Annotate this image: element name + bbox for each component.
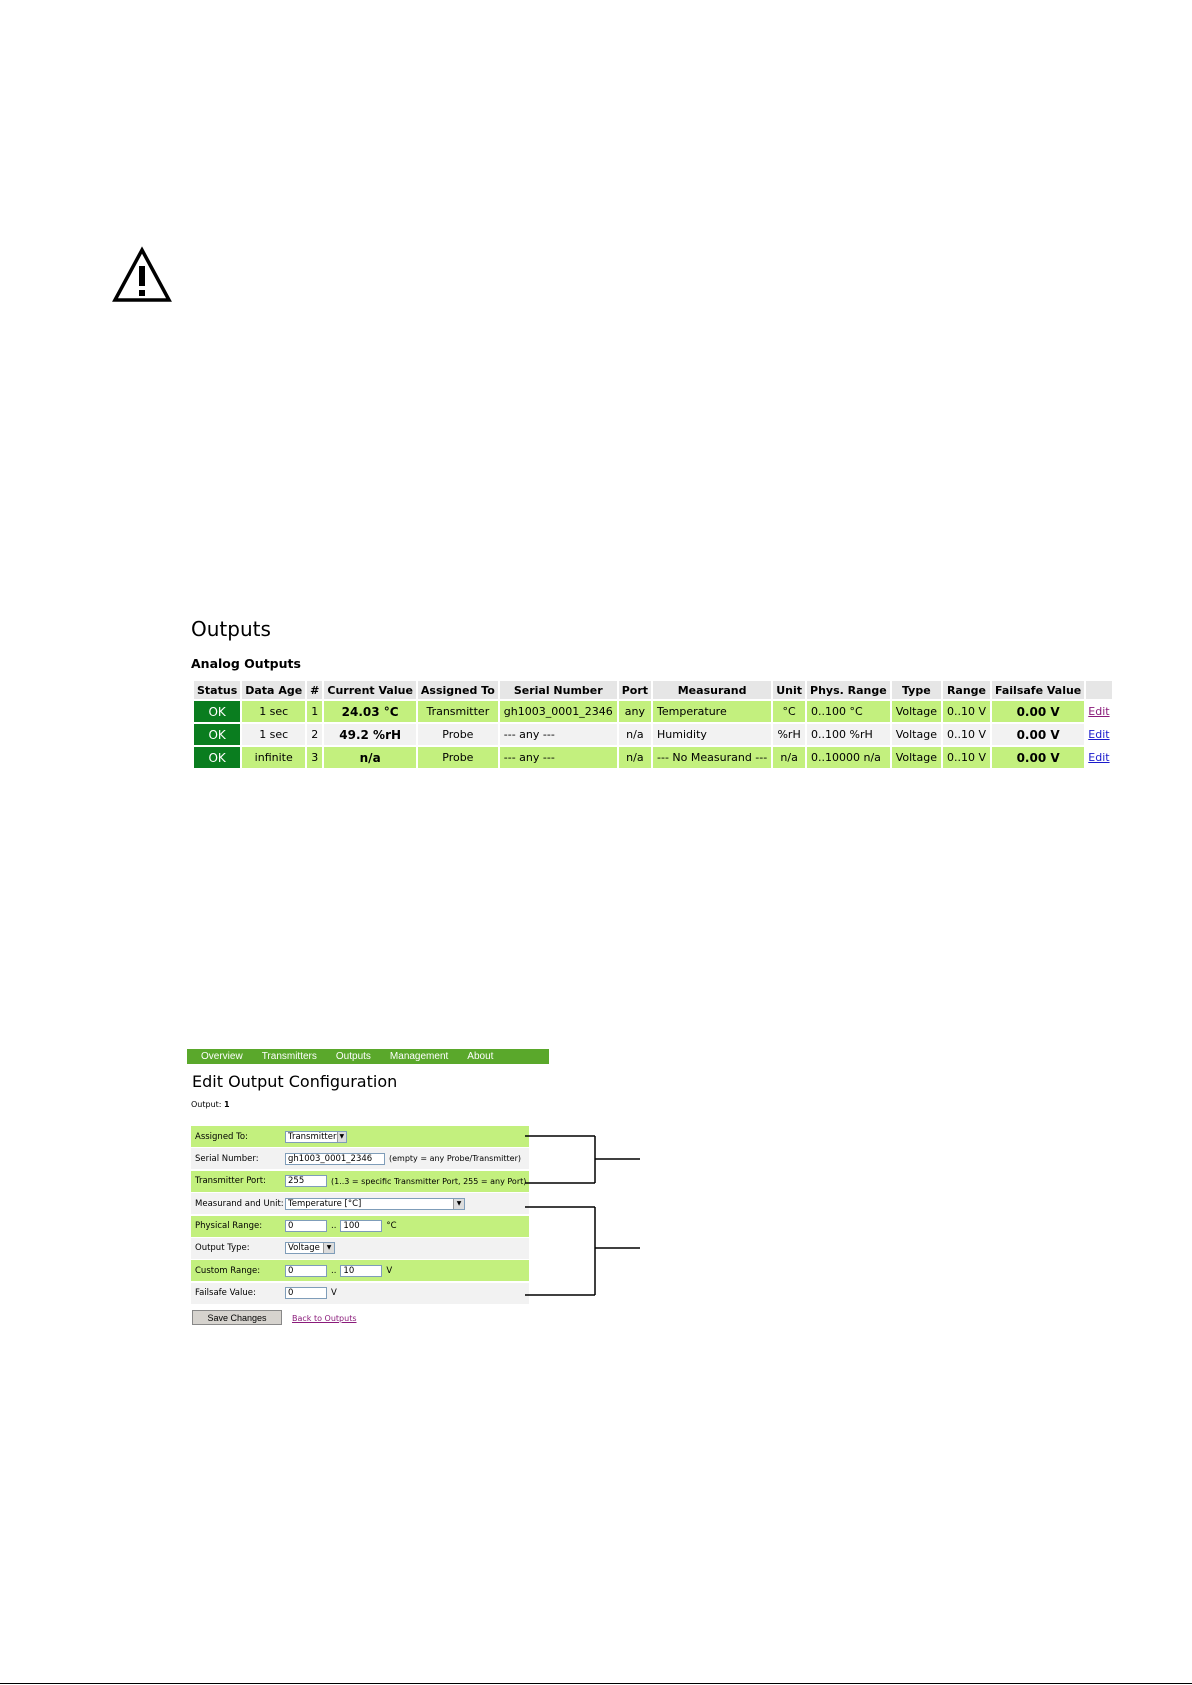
failsafe-value: 0.00 V — [992, 701, 1084, 722]
nav-outputs[interactable]: Outputs — [335, 1051, 371, 1062]
phys-range: 0..10000 n/a — [807, 747, 890, 768]
page-bottom-rule — [0, 1683, 1192, 1684]
row-failsafe-value — [191, 1283, 529, 1304]
edit-link-2[interactable]: Edit — [1088, 728, 1110, 741]
measurand-unit-value: Temperature [°C] — [288, 1198, 362, 1209]
col-number: # — [307, 681, 322, 699]
edit-link-3[interactable]: Edit — [1088, 751, 1110, 764]
row-output-type — [191, 1238, 529, 1259]
custom-range-to-input[interactable]: 10 — [340, 1265, 382, 1277]
phys-range: 0..100 %rH — [807, 724, 890, 745]
edit-cell — [1086, 701, 1111, 722]
page-title: Outputs — [191, 617, 271, 641]
table-row — [194, 747, 1112, 768]
col-type: Type — [892, 681, 941, 699]
table-row — [194, 701, 1112, 722]
serial-number: gh1003_0001_2346 — [500, 701, 617, 722]
measurand-unit-label: Measurand and Unit: — [195, 1198, 284, 1209]
range: 0..10 V — [943, 724, 990, 745]
data-age: infinite — [242, 747, 305, 768]
failsafe-value-label: Failsafe Value: — [195, 1288, 256, 1299]
current-value: n/a — [324, 747, 416, 768]
col-unit: Unit — [773, 681, 805, 699]
row-measurand-unit — [191, 1193, 529, 1214]
analog-outputs-table — [192, 679, 1114, 770]
measurand: Temperature — [653, 701, 771, 722]
physical-range-sep: .. — [331, 1221, 337, 1232]
custom-range-label: Custom Range: — [195, 1265, 261, 1276]
col-data-age: Data Age — [242, 681, 305, 699]
edit-page-title: Edit Output Configuration — [192, 1072, 398, 1091]
assigned-to: Probe — [418, 747, 498, 768]
serial-number-hint: (empty = any Probe/Transmitter) — [389, 1154, 521, 1164]
col-measurand: Measurand — [653, 681, 771, 699]
col-current-value: Current Value — [324, 681, 416, 699]
output-number-value: 1 — [224, 1100, 230, 1109]
output-label: Output: — [191, 1100, 222, 1109]
serial-number-input[interactable]: gh1003_0001_2346 — [285, 1153, 385, 1165]
failsafe-value: 0.00 V — [992, 724, 1084, 745]
custom-range-from-input[interactable]: 0 — [285, 1265, 327, 1277]
chevron-down-icon: ▼ — [323, 1243, 334, 1253]
table-row — [194, 724, 1112, 745]
data-age: 1 sec — [242, 724, 305, 745]
output-type-value: Voltage — [288, 1243, 320, 1254]
serial-number: --- any --- — [500, 724, 617, 745]
output-type: Voltage — [892, 747, 941, 768]
failsafe-value-input[interactable]: 0 — [285, 1287, 327, 1299]
assigned-to-label: Assigned To: — [195, 1131, 248, 1142]
chevron-down-icon: ▼ — [337, 1132, 347, 1142]
unit: %rH — [773, 724, 805, 745]
physical-range-from-input[interactable]: 0 — [285, 1220, 327, 1232]
callout-brackets — [520, 1125, 650, 1300]
row-custom-range — [191, 1260, 529, 1281]
failsafe-value: 0.00 V — [992, 747, 1084, 768]
edit-cell — [1086, 724, 1111, 745]
assigned-to-value: Transmitter — [288, 1131, 337, 1142]
phys-range: 0..100 °C — [807, 701, 890, 722]
output-type-select[interactable] — [285, 1242, 335, 1254]
assigned-to: Probe — [418, 724, 498, 745]
assigned-to: Transmitter — [418, 701, 498, 722]
physical-range-to-input[interactable]: 100 — [340, 1220, 382, 1232]
nav-overview[interactable]: Overview — [201, 1051, 243, 1062]
output-type-label: Output Type: — [195, 1243, 250, 1254]
port: n/a — [619, 747, 651, 768]
section-title: Analog Outputs — [191, 656, 301, 671]
status-badge: OK — [194, 724, 240, 745]
output-number: 3 — [307, 747, 322, 768]
transmitter-port-input[interactable]: 255 — [285, 1175, 327, 1187]
transmitter-port-label: Transmitter Port: — [195, 1176, 266, 1187]
physical-range-unit: °C — [386, 1221, 397, 1232]
edit-output-form — [191, 1126, 529, 1305]
table-header-row — [194, 681, 1112, 699]
port: any — [619, 701, 651, 722]
nav-bar — [187, 1049, 549, 1064]
col-range: Range — [943, 681, 990, 699]
failsafe-value-unit: V — [331, 1288, 337, 1299]
nav-management[interactable]: Management — [389, 1051, 449, 1062]
port: n/a — [619, 724, 651, 745]
edit-cell — [1086, 747, 1111, 768]
physical-range-label: Physical Range: — [195, 1221, 263, 1232]
range: 0..10 V — [943, 701, 990, 722]
row-serial-number — [191, 1148, 529, 1169]
serial-number-label: Serial Number: — [195, 1153, 259, 1164]
nav-about[interactable]: About — [467, 1051, 494, 1062]
assigned-to-select[interactable] — [285, 1131, 347, 1143]
unit: °C — [773, 701, 805, 722]
row-physical-range — [191, 1216, 529, 1237]
col-status: Status — [194, 681, 240, 699]
col-phys-range: Phys. Range — [807, 681, 890, 699]
col-failsafe-value: Failsafe Value — [992, 681, 1084, 699]
output-number: 1 — [307, 701, 322, 722]
measurand-unit-select[interactable] — [285, 1198, 465, 1210]
transmitter-port-hint: (1..3 = specific Transmitter Port, 255 = any Port) — [331, 1176, 527, 1186]
nav-transmitters[interactable]: Transmitters — [261, 1051, 317, 1062]
back-to-outputs-link[interactable]: Back to Outputs — [292, 1314, 357, 1323]
data-age: 1 sec — [242, 701, 305, 722]
custom-range-unit: V — [386, 1265, 393, 1276]
measurand: --- No Measurand --- — [653, 747, 771, 768]
edit-link-1[interactable]: Edit — [1088, 705, 1110, 718]
range: 0..10 V — [943, 747, 990, 768]
warning-icon — [112, 246, 172, 304]
unit: n/a — [773, 747, 805, 768]
current-value: 49.2 %rH — [324, 724, 416, 745]
col-serial-number: Serial Number — [500, 681, 617, 699]
col-edit — [1086, 681, 1111, 699]
row-transmitter-port — [191, 1171, 529, 1192]
output-type: Voltage — [892, 724, 941, 745]
current-value: 24.03 °C — [324, 701, 416, 722]
serial-number: --- any --- — [500, 747, 617, 768]
measurand: Humidity — [653, 724, 771, 745]
output-number: 2 — [307, 724, 322, 745]
save-changes-button[interactable]: Save Changes — [192, 1310, 282, 1325]
col-assigned-to: Assigned To — [418, 681, 498, 699]
custom-range-sep: .. — [331, 1265, 337, 1276]
output-indicator — [191, 1100, 230, 1109]
output-type: Voltage — [892, 701, 941, 722]
status-badge: OK — [194, 747, 240, 768]
status-badge: OK — [194, 701, 240, 722]
row-assigned-to — [191, 1126, 529, 1147]
chevron-down-icon: ▼ — [453, 1199, 464, 1209]
col-port: Port — [619, 681, 651, 699]
